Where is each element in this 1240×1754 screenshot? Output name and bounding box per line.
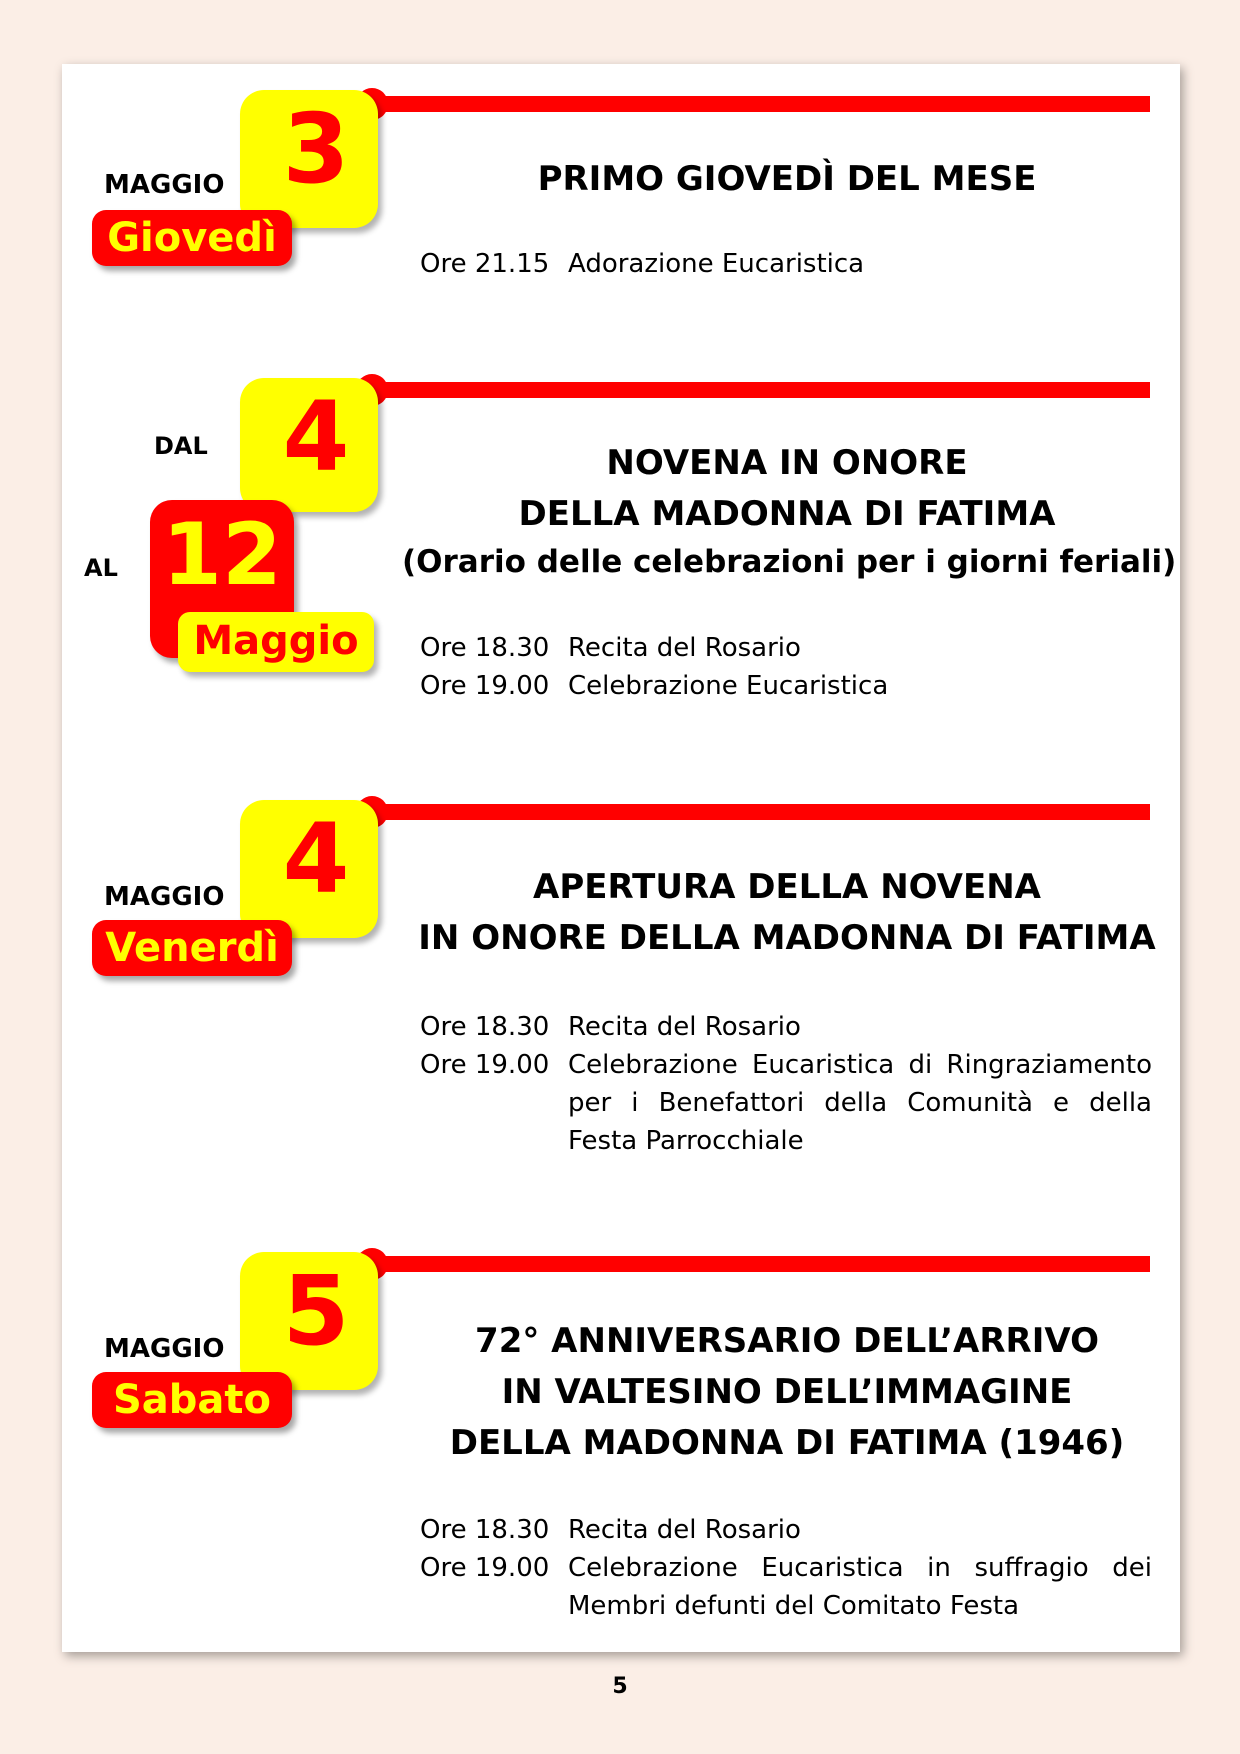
weekday-label: Giovedì bbox=[107, 215, 277, 261]
event-list bbox=[420, 1511, 1152, 1625]
event-row bbox=[420, 1511, 1152, 1549]
from-label: DAL bbox=[154, 432, 208, 460]
section-title bbox=[402, 154, 1172, 205]
event-time: Ore 18.30 bbox=[420, 633, 550, 663]
section-title bbox=[402, 438, 1177, 584]
weekday-label: Venerdì bbox=[105, 925, 279, 971]
day-number-box bbox=[240, 90, 378, 228]
event-list bbox=[420, 629, 1152, 705]
red-divider-line bbox=[372, 96, 1150, 112]
title-line: DELLA MADONNA DI FATIMA (1946) bbox=[449, 1423, 1125, 1463]
to-label: AL bbox=[84, 554, 118, 582]
event-desc: Recita del Rosario bbox=[568, 1012, 801, 1042]
title-line: DELLA MADONNA DI FATIMA bbox=[518, 494, 1056, 534]
event-row bbox=[420, 1046, 1152, 1160]
event-row bbox=[420, 667, 1152, 705]
day-number: 4 bbox=[282, 803, 350, 915]
page bbox=[62, 64, 1180, 1652]
event-row bbox=[420, 1008, 1152, 1046]
event-time: Ore 19.00 bbox=[420, 671, 550, 701]
red-divider-line bbox=[372, 382, 1150, 398]
event-list bbox=[420, 1008, 1152, 1160]
title-line: IN VALTESINO DELL’IMMAGINE bbox=[501, 1372, 1073, 1412]
title-line: NOVENA IN ONORE bbox=[606, 443, 968, 483]
section-title bbox=[402, 1316, 1172, 1469]
section-title bbox=[402, 862, 1172, 964]
event-row bbox=[420, 1549, 1152, 1625]
from-day-box bbox=[240, 378, 378, 512]
page-number: 5 bbox=[612, 1674, 628, 1699]
day-number-box bbox=[240, 800, 378, 938]
day-number-box bbox=[240, 1252, 378, 1390]
event-desc: Recita del Rosario bbox=[568, 633, 801, 663]
event-time: Ore 18.30 bbox=[420, 1012, 550, 1042]
weekday-box bbox=[92, 210, 292, 266]
month-name-box bbox=[178, 612, 374, 672]
red-divider-line bbox=[372, 804, 1150, 820]
event-desc: Celebrazione Eucaristica bbox=[568, 671, 889, 701]
event-time: Ore 19.00 bbox=[420, 1050, 550, 1080]
from-day-number: 4 bbox=[282, 381, 350, 493]
event-time: Ore 19.00 bbox=[420, 1553, 550, 1583]
month-label: MAGGIO bbox=[104, 170, 225, 200]
event-list bbox=[420, 245, 1152, 283]
weekday-label: Sabato bbox=[112, 1377, 272, 1423]
event-row bbox=[420, 245, 1152, 283]
day-number: 3 bbox=[282, 93, 350, 205]
event-desc: Celebrazione Eucaristica in suffragio dei Membri defunti del Comitato Festa bbox=[568, 1553, 1152, 1621]
title-line: APERTURA DELLA NOVENA bbox=[533, 867, 1041, 907]
event-desc: Recita del Rosario bbox=[568, 1515, 801, 1545]
title-line: IN ONORE DELLA MADONNA DI FATIMA bbox=[418, 918, 1156, 958]
event-desc: Adorazione Eucaristica bbox=[568, 249, 865, 279]
title-line: PRIMO GIOVEDÌ DEL MESE bbox=[537, 159, 1037, 199]
event-row bbox=[420, 629, 1152, 667]
event-desc: Celebrazione Eucaristica di Ringraziamento per i Benefattori della Comunità e della Festa Parrocchiale bbox=[568, 1050, 1152, 1156]
weekday-box bbox=[92, 1372, 292, 1428]
weekday-box bbox=[92, 920, 292, 976]
title-subline: (Orario delle celebrazioni per i giorni feriali) bbox=[402, 544, 1177, 580]
to-day-number: 12 bbox=[162, 505, 282, 605]
event-time: Ore 21.15 bbox=[420, 249, 550, 279]
month-label: MAGGIO bbox=[104, 882, 225, 912]
event-time: Ore 18.30 bbox=[420, 1515, 550, 1545]
month-label: MAGGIO bbox=[104, 1334, 225, 1364]
title-line: 72° ANNIVERSARIO DELL’ARRIVO bbox=[475, 1321, 1099, 1361]
day-number: 5 bbox=[282, 1255, 350, 1367]
red-divider-line bbox=[372, 1256, 1150, 1272]
month-name: Maggio bbox=[193, 618, 359, 664]
